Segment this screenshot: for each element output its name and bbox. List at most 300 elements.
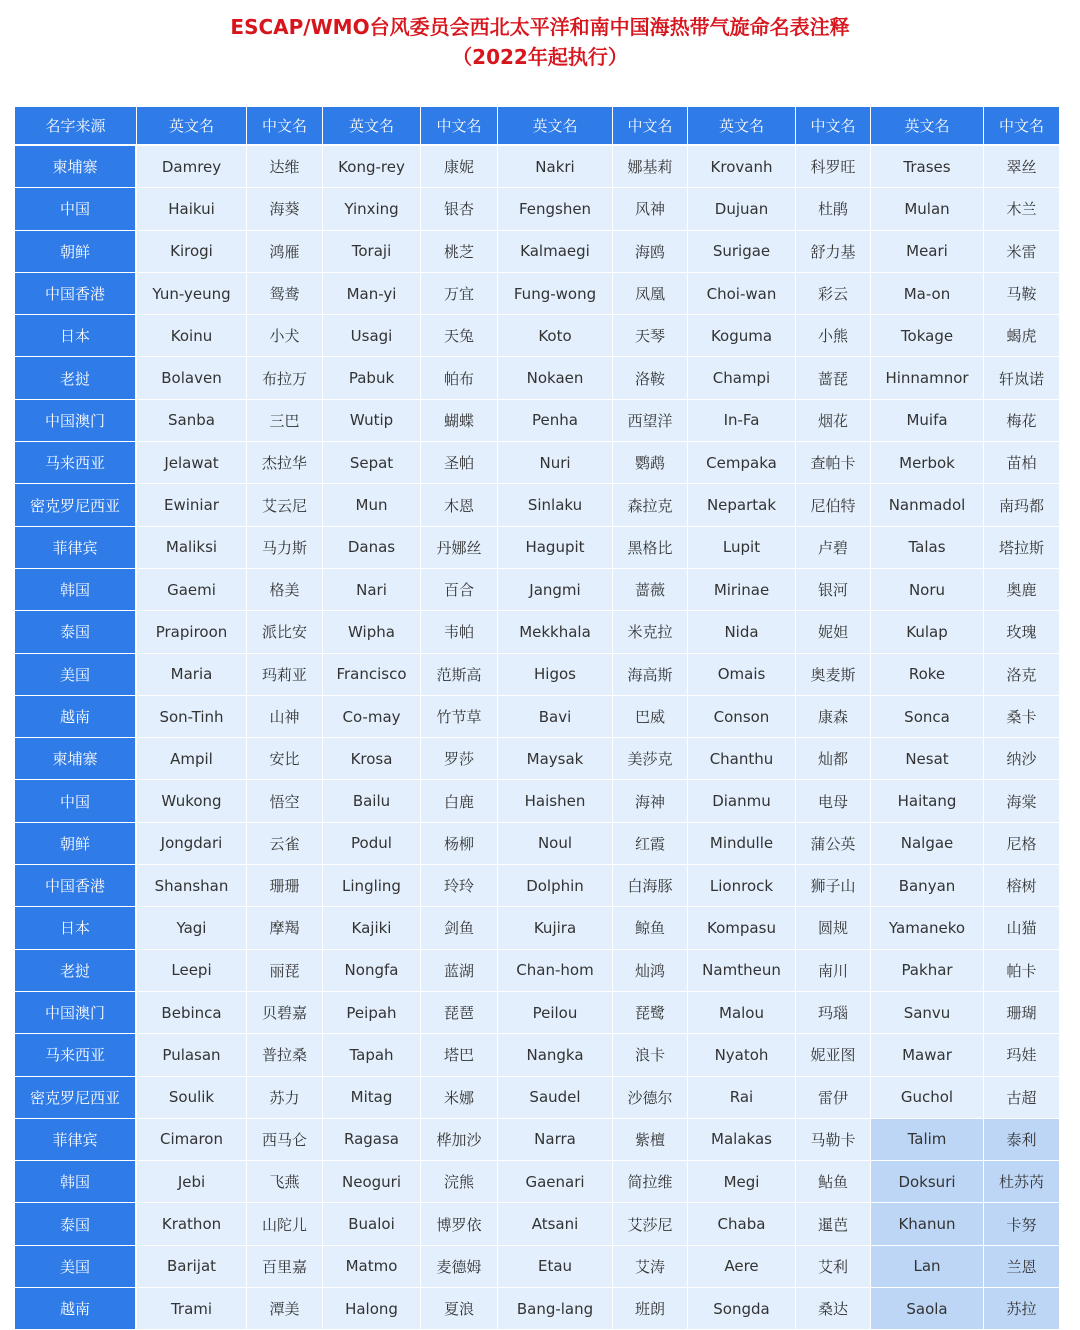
name-source-cell: 柬埔寨 xyxy=(15,738,137,780)
chinese-name-cell: 雷伊 xyxy=(796,1077,871,1119)
english-name-cell: Jongdari xyxy=(137,823,247,865)
chinese-name-cell: 夏浪 xyxy=(421,1288,498,1330)
chinese-name-cell: 杰拉华 xyxy=(247,442,323,484)
chinese-name-cell: 木恩 xyxy=(421,484,498,526)
english-name-cell: Fung-wong xyxy=(498,273,613,315)
english-name-cell: Talas xyxy=(871,527,984,569)
name-source-cell: 菲律宾 xyxy=(15,1119,137,1161)
english-name-cell: Dujuan xyxy=(688,188,796,230)
english-name-cell: Koinu xyxy=(137,315,247,357)
english-name-cell: Toraji xyxy=(323,231,421,273)
chinese-name-cell: 白鹿 xyxy=(421,780,498,822)
column-header-chinese-name: 中文名 xyxy=(613,107,688,146)
english-name-cell: Neoguri xyxy=(323,1161,421,1203)
english-name-cell: Trami xyxy=(137,1288,247,1330)
english-name-cell: Kong-rey xyxy=(323,146,421,188)
english-name-cell: Yagi xyxy=(137,907,247,949)
chinese-name-cell: 黑格比 xyxy=(613,527,688,569)
chinese-name-cell: 海鸥 xyxy=(613,231,688,273)
english-name-cell: Pakhar xyxy=(871,950,984,992)
english-name-cell: Usagi xyxy=(323,315,421,357)
english-name-cell: Bailu xyxy=(323,780,421,822)
english-name-cell: Choi-wan xyxy=(688,273,796,315)
chinese-name-cell: 竹节草 xyxy=(421,696,498,738)
chinese-name-cell: 灿鸿 xyxy=(613,950,688,992)
chinese-name-cell: 南川 xyxy=(796,950,871,992)
english-name-cell: Sanba xyxy=(137,400,247,442)
english-name-cell: Lingling xyxy=(323,865,421,907)
chinese-name-cell: 蒲公英 xyxy=(796,823,871,865)
english-name-cell: Nida xyxy=(688,611,796,653)
english-name-cell: Chanthu xyxy=(688,738,796,780)
chinese-name-cell: 贝碧嘉 xyxy=(247,992,323,1034)
chinese-name-cell: 鸳鸯 xyxy=(247,273,323,315)
english-name-cell: Saola xyxy=(871,1288,984,1330)
chinese-name-cell: 泰利 xyxy=(984,1119,1060,1161)
table-row xyxy=(15,1077,1060,1119)
english-name-cell: Co-may xyxy=(323,696,421,738)
english-name-cell: Kulap xyxy=(871,611,984,653)
chinese-name-cell: 古超 xyxy=(984,1077,1060,1119)
english-name-cell: Haitang xyxy=(871,780,984,822)
english-name-cell: Halong xyxy=(323,1288,421,1330)
chinese-name-cell: 韦帕 xyxy=(421,611,498,653)
english-name-cell: Yamaneko xyxy=(871,907,984,949)
table-row xyxy=(15,907,1060,949)
chinese-name-cell: 苏拉 xyxy=(984,1288,1060,1330)
name-source-cell: 中国澳门 xyxy=(15,400,137,442)
table-row xyxy=(15,1119,1060,1161)
name-source-cell: 马来西亚 xyxy=(15,1034,137,1076)
chinese-name-cell: 小犬 xyxy=(247,315,323,357)
table-row xyxy=(15,696,1060,738)
english-name-cell: Jebi xyxy=(137,1161,247,1203)
column-header-chinese-name: 中文名 xyxy=(796,107,871,146)
table-row xyxy=(15,1288,1060,1330)
column-header-english-name: 英文名 xyxy=(323,107,421,146)
english-name-cell: Megi xyxy=(688,1161,796,1203)
table-row xyxy=(15,780,1060,822)
english-name-cell: Sonca xyxy=(871,696,984,738)
english-name-cell: Pabuk xyxy=(323,357,421,399)
english-name-cell: Sinlaku xyxy=(498,484,613,526)
table-row xyxy=(15,992,1060,1034)
chinese-name-cell: 桦加沙 xyxy=(421,1119,498,1161)
table-row xyxy=(15,1034,1060,1076)
chinese-name-cell: 鹦鹉 xyxy=(613,442,688,484)
chinese-name-cell: 浣熊 xyxy=(421,1161,498,1203)
english-name-cell: Peilou xyxy=(498,992,613,1034)
table-row xyxy=(15,357,1060,399)
chinese-name-cell: 玛莉亚 xyxy=(247,654,323,696)
english-name-cell: Namtheun xyxy=(688,950,796,992)
name-source-cell: 越南 xyxy=(15,1288,137,1330)
english-name-cell: Trases xyxy=(871,146,984,188)
name-source-cell: 中国澳门 xyxy=(15,992,137,1034)
english-name-cell: Maliksi xyxy=(137,527,247,569)
english-name-cell: Man-yi xyxy=(323,273,421,315)
chinese-name-cell: 艾莎尼 xyxy=(613,1203,688,1245)
name-source-cell: 中国香港 xyxy=(15,865,137,907)
chinese-name-cell: 西马仑 xyxy=(247,1119,323,1161)
chinese-name-cell: 娜基莉 xyxy=(613,146,688,188)
english-name-cell: Doksuri xyxy=(871,1161,984,1203)
table-row xyxy=(15,400,1060,442)
chinese-name-cell: 南玛都 xyxy=(984,484,1060,526)
chinese-name-cell: 布拉万 xyxy=(247,357,323,399)
english-name-cell: Meari xyxy=(871,231,984,273)
english-name-cell: Songda xyxy=(688,1288,796,1330)
chinese-name-cell: 美莎克 xyxy=(613,738,688,780)
column-header-chinese-name: 中文名 xyxy=(984,107,1060,146)
english-name-cell: Danas xyxy=(323,527,421,569)
table-row xyxy=(15,569,1060,611)
name-source-cell: 老挝 xyxy=(15,950,137,992)
chinese-name-cell: 简拉维 xyxy=(613,1161,688,1203)
chinese-name-cell: 暹芭 xyxy=(796,1203,871,1245)
chinese-name-cell: 琵琶 xyxy=(421,992,498,1034)
english-name-cell: Mindulle xyxy=(688,823,796,865)
document-title xyxy=(0,12,1080,72)
chinese-name-cell: 派比安 xyxy=(247,611,323,653)
chinese-name-cell: 普拉桑 xyxy=(247,1034,323,1076)
chinese-name-cell: 马勒卡 xyxy=(796,1119,871,1161)
chinese-name-cell: 海葵 xyxy=(247,188,323,230)
chinese-name-cell: 卢碧 xyxy=(796,527,871,569)
chinese-name-cell: 桑卡 xyxy=(984,696,1060,738)
english-name-cell: Mirinae xyxy=(688,569,796,611)
name-source-cell: 密克罗尼西亚 xyxy=(15,484,137,526)
english-name-cell: Kujira xyxy=(498,907,613,949)
chinese-name-cell: 苗柏 xyxy=(984,442,1060,484)
chinese-name-cell: 尼格 xyxy=(984,823,1060,865)
english-name-cell: Bavi xyxy=(498,696,613,738)
english-name-cell: Jelawat xyxy=(137,442,247,484)
english-name-cell: Conson xyxy=(688,696,796,738)
english-name-cell: Son-Tinh xyxy=(137,696,247,738)
english-name-cell: Nari xyxy=(323,569,421,611)
chinese-name-cell: 彩云 xyxy=(796,273,871,315)
english-name-cell: Cempaka xyxy=(688,442,796,484)
name-source-cell: 中国 xyxy=(15,780,137,822)
chinese-name-cell: 达维 xyxy=(247,146,323,188)
chinese-name-cell: 洛克 xyxy=(984,654,1060,696)
chinese-name-cell: 塔巴 xyxy=(421,1034,498,1076)
english-name-cell: Soulik xyxy=(137,1077,247,1119)
english-name-cell: Malakas xyxy=(688,1119,796,1161)
english-name-cell: Gaenari xyxy=(498,1161,613,1203)
english-name-cell: Pulasan xyxy=(137,1034,247,1076)
name-source-cell: 韩国 xyxy=(15,1161,137,1203)
name-source-cell: 日本 xyxy=(15,315,137,357)
english-name-cell: Malou xyxy=(688,992,796,1034)
header-row xyxy=(15,107,1060,146)
english-name-cell: Koguma xyxy=(688,315,796,357)
english-name-cell: Tokage xyxy=(871,315,984,357)
english-name-cell: Bualoi xyxy=(323,1203,421,1245)
chinese-name-cell: 凤凰 xyxy=(613,273,688,315)
chinese-name-cell: 三巴 xyxy=(247,400,323,442)
english-name-cell: Wutip xyxy=(323,400,421,442)
chinese-name-cell: 桑达 xyxy=(796,1288,871,1330)
table-row xyxy=(15,231,1060,273)
chinese-name-cell: 紫檀 xyxy=(613,1119,688,1161)
chinese-name-cell: 圆规 xyxy=(796,907,871,949)
chinese-name-cell: 白海豚 xyxy=(613,865,688,907)
name-source-cell: 泰国 xyxy=(15,1203,137,1245)
english-name-cell: Shanshan xyxy=(137,865,247,907)
table-row xyxy=(15,611,1060,653)
chinese-name-cell: 灿都 xyxy=(796,738,871,780)
chinese-name-cell: 鲸鱼 xyxy=(613,907,688,949)
english-name-cell: Mitag xyxy=(323,1077,421,1119)
english-name-cell: Aere xyxy=(688,1246,796,1288)
column-header-english-name: 英文名 xyxy=(137,107,247,146)
english-name-cell: Banyan xyxy=(871,865,984,907)
chinese-name-cell: 海棠 xyxy=(984,780,1060,822)
chinese-name-cell: 范斯高 xyxy=(421,654,498,696)
chinese-name-cell: 玫瑰 xyxy=(984,611,1060,653)
chinese-name-cell: 榕树 xyxy=(984,865,1060,907)
english-name-cell: Sanvu xyxy=(871,992,984,1034)
chinese-name-cell: 奥麦斯 xyxy=(796,654,871,696)
name-source-cell: 美国 xyxy=(15,654,137,696)
table-row xyxy=(15,188,1060,230)
english-name-cell: Nongfa xyxy=(323,950,421,992)
english-name-cell: Ewiniar xyxy=(137,484,247,526)
table-row xyxy=(15,484,1060,526)
english-name-cell: Etau xyxy=(498,1246,613,1288)
chinese-name-cell: 班朗 xyxy=(613,1288,688,1330)
chinese-name-cell: 蝎虎 xyxy=(984,315,1060,357)
table-row xyxy=(15,442,1060,484)
chinese-name-cell: 妮亚图 xyxy=(796,1034,871,1076)
table-row xyxy=(15,1203,1060,1245)
chinese-name-cell: 珊珊 xyxy=(247,865,323,907)
column-header-english-name: 英文名 xyxy=(498,107,613,146)
english-name-cell: Saudel xyxy=(498,1077,613,1119)
column-header-english-name: 英文名 xyxy=(871,107,984,146)
name-source-cell: 美国 xyxy=(15,1246,137,1288)
english-name-cell: Mekkhala xyxy=(498,611,613,653)
chinese-name-cell: 麦德姆 xyxy=(421,1246,498,1288)
chinese-name-cell: 博罗依 xyxy=(421,1203,498,1245)
english-name-cell: Matmo xyxy=(323,1246,421,1288)
english-name-cell: Merbok xyxy=(871,442,984,484)
name-source-cell: 朝鲜 xyxy=(15,823,137,865)
column-header-source: 名字来源 xyxy=(15,107,137,146)
english-name-cell: Chaba xyxy=(688,1203,796,1245)
table-row xyxy=(15,527,1060,569)
chinese-name-cell: 科罗旺 xyxy=(796,146,871,188)
chinese-name-cell: 悟空 xyxy=(247,780,323,822)
english-name-cell: Tapah xyxy=(323,1034,421,1076)
english-name-cell: Roke xyxy=(871,654,984,696)
chinese-name-cell: 圣帕 xyxy=(421,442,498,484)
chinese-name-cell: 潭美 xyxy=(247,1288,323,1330)
english-name-cell: Ragasa xyxy=(323,1119,421,1161)
english-name-cell: Atsani xyxy=(498,1203,613,1245)
english-name-cell: Khanun xyxy=(871,1203,984,1245)
chinese-name-cell: 珊瑚 xyxy=(984,992,1060,1034)
typhoon-name-table xyxy=(15,107,1060,1330)
name-source-cell: 柬埔寨 xyxy=(15,146,137,188)
chinese-name-cell: 妮妲 xyxy=(796,611,871,653)
english-name-cell: Penha xyxy=(498,400,613,442)
chinese-name-cell: 小熊 xyxy=(796,315,871,357)
english-name-cell: Mun xyxy=(323,484,421,526)
english-name-cell: Lupit xyxy=(688,527,796,569)
chinese-name-cell: 奥鹿 xyxy=(984,569,1060,611)
name-source-cell: 中国 xyxy=(15,188,137,230)
english-name-cell: Muifa xyxy=(871,400,984,442)
english-name-cell: Narra xyxy=(498,1119,613,1161)
chinese-name-cell: 罗莎 xyxy=(421,738,498,780)
chinese-name-cell: 艾涛 xyxy=(613,1246,688,1288)
chinese-name-cell: 蔷琵 xyxy=(796,357,871,399)
name-source-cell: 日本 xyxy=(15,907,137,949)
english-name-cell: Krovanh xyxy=(688,146,796,188)
english-name-cell: Koto xyxy=(498,315,613,357)
chinese-name-cell: 兰恩 xyxy=(984,1246,1060,1288)
english-name-cell: Mulan xyxy=(871,188,984,230)
table-row xyxy=(15,273,1060,315)
english-name-cell: Kompasu xyxy=(688,907,796,949)
english-name-cell: Dianmu xyxy=(688,780,796,822)
chinese-name-cell: 米娜 xyxy=(421,1077,498,1119)
english-name-cell: Bebinca xyxy=(137,992,247,1034)
table-row xyxy=(15,1246,1060,1288)
english-name-cell: Sepat xyxy=(323,442,421,484)
english-name-cell: Nakri xyxy=(498,146,613,188)
chinese-name-cell: 红霞 xyxy=(613,823,688,865)
chinese-name-cell: 天兔 xyxy=(421,315,498,357)
name-source-cell: 朝鲜 xyxy=(15,231,137,273)
english-name-cell: Nalgae xyxy=(871,823,984,865)
chinese-name-cell: 艾云尼 xyxy=(247,484,323,526)
english-name-cell: Omais xyxy=(688,654,796,696)
english-name-cell: Kajiki xyxy=(323,907,421,949)
english-name-cell: Nesat xyxy=(871,738,984,780)
name-source-cell: 中国香港 xyxy=(15,273,137,315)
chinese-name-cell: 百里嘉 xyxy=(247,1246,323,1288)
chinese-name-cell: 帕卡 xyxy=(984,950,1060,992)
english-name-cell: Wipha xyxy=(323,611,421,653)
table-row xyxy=(15,865,1060,907)
english-name-cell: Talim xyxy=(871,1119,984,1161)
english-name-cell: Jangmi xyxy=(498,569,613,611)
table-row xyxy=(15,654,1060,696)
column-header-chinese-name: 中文名 xyxy=(421,107,498,146)
english-name-cell: Bang-lang xyxy=(498,1288,613,1330)
chinese-name-cell: 丽琵 xyxy=(247,950,323,992)
chinese-name-cell: 安比 xyxy=(247,738,323,780)
chinese-name-cell: 天琴 xyxy=(613,315,688,357)
chinese-name-cell: 米克拉 xyxy=(613,611,688,653)
english-name-cell: Maria xyxy=(137,654,247,696)
english-name-cell: Yinxing xyxy=(323,188,421,230)
chinese-name-cell: 尼伯特 xyxy=(796,484,871,526)
english-name-cell: Dolphin xyxy=(498,865,613,907)
chinese-name-cell: 洛鞍 xyxy=(613,357,688,399)
chinese-name-cell: 梅花 xyxy=(984,400,1060,442)
chinese-name-cell: 卡努 xyxy=(984,1203,1060,1245)
chinese-name-cell: 海神 xyxy=(613,780,688,822)
english-name-cell: Ampil xyxy=(137,738,247,780)
chinese-name-cell: 杜鹃 xyxy=(796,188,871,230)
english-name-cell: Podul xyxy=(323,823,421,865)
english-name-cell: Ma-on xyxy=(871,273,984,315)
english-name-cell: Champi xyxy=(688,357,796,399)
chinese-name-cell: 康森 xyxy=(796,696,871,738)
english-name-cell: Yun-yeung xyxy=(137,273,247,315)
english-name-cell: Wukong xyxy=(137,780,247,822)
chinese-name-cell: 蓝湖 xyxy=(421,950,498,992)
table-body xyxy=(15,146,1060,1330)
chinese-name-cell: 银河 xyxy=(796,569,871,611)
chinese-name-cell: 杜苏芮 xyxy=(984,1161,1060,1203)
english-name-cell: Surigae xyxy=(688,231,796,273)
chinese-name-cell: 马鞍 xyxy=(984,273,1060,315)
table-row xyxy=(15,315,1060,357)
chinese-name-cell: 山猫 xyxy=(984,907,1060,949)
chinese-name-cell: 狮子山 xyxy=(796,865,871,907)
chinese-name-cell: 塔拉斯 xyxy=(984,527,1060,569)
chinese-name-cell: 剑鱼 xyxy=(421,907,498,949)
title-line-2: （2022年起执行） xyxy=(452,45,628,69)
table-row xyxy=(15,950,1060,992)
chinese-name-cell: 浪卡 xyxy=(613,1034,688,1076)
english-name-cell: Haishen xyxy=(498,780,613,822)
chinese-name-cell: 马力斯 xyxy=(247,527,323,569)
english-name-cell: Noul xyxy=(498,823,613,865)
english-name-cell: Noru xyxy=(871,569,984,611)
chinese-name-cell: 玲玲 xyxy=(421,865,498,907)
chinese-name-cell: 蔷薇 xyxy=(613,569,688,611)
english-name-cell: Hinnamnor xyxy=(871,357,984,399)
chinese-name-cell: 桃芝 xyxy=(421,231,498,273)
chinese-name-cell: 电母 xyxy=(796,780,871,822)
table-row xyxy=(15,1161,1060,1203)
english-name-cell: Nuri xyxy=(498,442,613,484)
chinese-name-cell: 纳沙 xyxy=(984,738,1060,780)
column-header-chinese-name: 中文名 xyxy=(247,107,323,146)
chinese-name-cell: 丹娜丝 xyxy=(421,527,498,569)
chinese-name-cell: 摩羯 xyxy=(247,907,323,949)
table-row xyxy=(15,738,1060,780)
english-name-cell: In-Fa xyxy=(688,400,796,442)
chinese-name-cell: 银杏 xyxy=(421,188,498,230)
chinese-name-cell: 蝴蝶 xyxy=(421,400,498,442)
chinese-name-cell: 杨柳 xyxy=(421,823,498,865)
chinese-name-cell: 山陀儿 xyxy=(247,1203,323,1245)
english-name-cell: Barijat xyxy=(137,1246,247,1288)
chinese-name-cell: 万宜 xyxy=(421,273,498,315)
chinese-name-cell: 海高斯 xyxy=(613,654,688,696)
english-name-cell: Prapiroon xyxy=(137,611,247,653)
chinese-name-cell: 轩岚诺 xyxy=(984,357,1060,399)
chinese-name-cell: 玛瑙 xyxy=(796,992,871,1034)
english-name-cell: Nanmadol xyxy=(871,484,984,526)
name-source-cell: 泰国 xyxy=(15,611,137,653)
chinese-name-cell: 查帕卡 xyxy=(796,442,871,484)
name-source-cell: 老挝 xyxy=(15,357,137,399)
name-source-cell: 韩国 xyxy=(15,569,137,611)
chinese-name-cell: 翠丝 xyxy=(984,146,1060,188)
chinese-name-cell: 风神 xyxy=(613,188,688,230)
chinese-name-cell: 烟花 xyxy=(796,400,871,442)
column-header-english-name: 英文名 xyxy=(688,107,796,146)
